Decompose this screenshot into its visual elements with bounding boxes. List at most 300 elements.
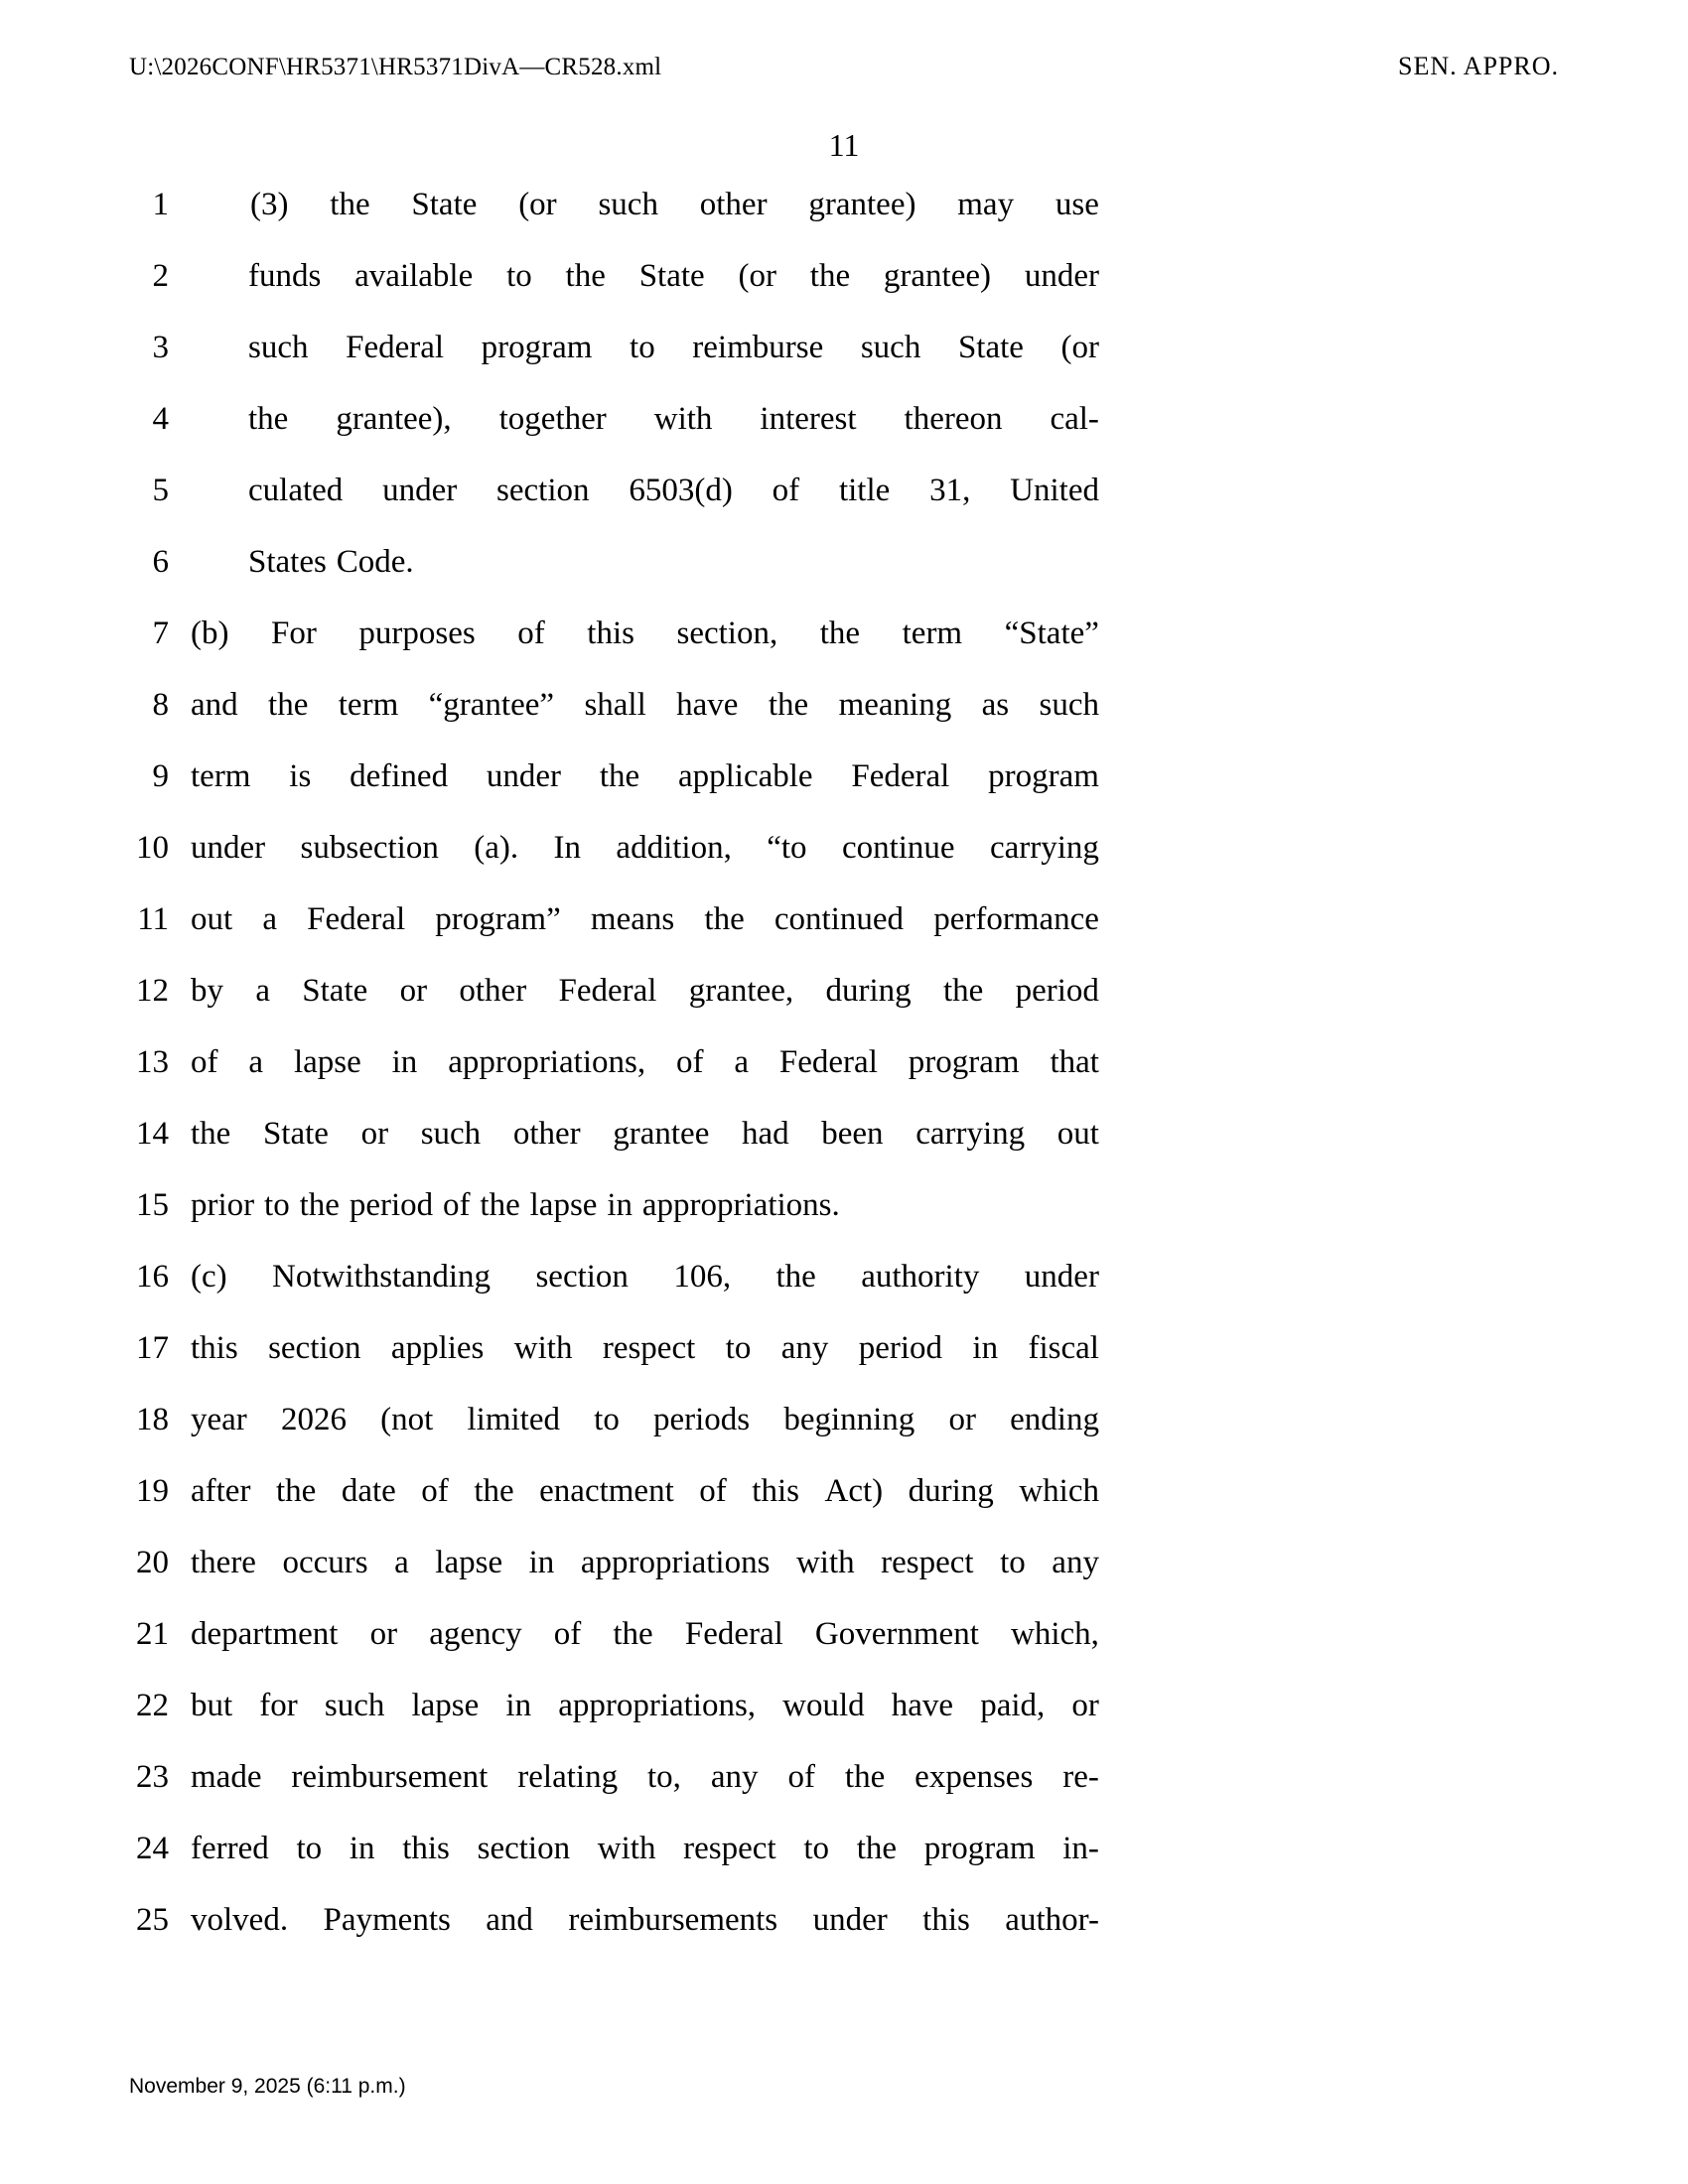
word: program: [908, 1044, 1020, 1080]
line-words: [191, 1902, 1099, 1939]
word: in: [528, 1545, 555, 1580]
line-number: 22: [136, 1688, 169, 1723]
line-number: 18: [136, 1402, 169, 1437]
word: Federal: [307, 901, 406, 937]
word: of: [699, 1473, 727, 1509]
word: cal-: [1050, 401, 1099, 437]
word: applies: [390, 1330, 485, 1366]
word: a: [734, 1044, 750, 1080]
word: together: [498, 401, 607, 437]
word: paid,: [980, 1688, 1046, 1723]
text-line: [129, 830, 1559, 901]
word: and: [486, 1902, 533, 1938]
word: the: [844, 1759, 886, 1795]
word: State: [638, 258, 705, 294]
word: to: [506, 258, 532, 294]
line-number: 20: [136, 1545, 169, 1580]
line-number: 2: [152, 258, 169, 294]
line-content: [191, 687, 1559, 731]
text-line: [129, 973, 1559, 1044]
word: appropriations.: [641, 1187, 840, 1223]
line-content: [191, 830, 1559, 874]
word: continue: [841, 830, 955, 866]
word: carrying: [989, 830, 1099, 866]
line-content: [191, 1402, 1559, 1445]
word: expenses: [914, 1759, 1034, 1795]
line-words: [191, 687, 1099, 724]
word: of: [517, 615, 545, 651]
word: program”: [435, 901, 561, 937]
word: period: [1015, 973, 1099, 1009]
line-words: [191, 758, 1099, 795]
word: any: [1052, 1545, 1099, 1580]
word: a: [255, 973, 270, 1009]
word: to: [725, 1330, 752, 1366]
word: reimburse: [692, 330, 824, 365]
word: States: [248, 544, 327, 580]
header-agency-stamp: SEN. APPRO.: [1398, 52, 1559, 80]
word: prior: [191, 1187, 255, 1223]
line-number: 7: [152, 615, 169, 651]
word: author-: [1005, 1902, 1099, 1938]
text-line: [129, 1116, 1559, 1187]
word: other: [459, 973, 527, 1009]
word: other: [512, 1116, 581, 1152]
word: under: [1024, 1259, 1099, 1295]
word: during: [908, 1473, 994, 1509]
word: after: [191, 1473, 251, 1509]
word: (or: [518, 187, 557, 222]
word: meaning: [838, 687, 952, 723]
word: to: [296, 1831, 323, 1866]
word: re-: [1062, 1759, 1099, 1795]
word: “State”: [1004, 615, 1099, 651]
word: such: [860, 330, 921, 365]
line-words: [191, 1831, 1099, 1867]
word: made: [191, 1759, 262, 1795]
line-number: 25: [136, 1902, 169, 1938]
word: of: [553, 1616, 582, 1652]
word: (a).: [474, 830, 519, 866]
text-line: [129, 1759, 1559, 1831]
word: may: [957, 187, 1015, 222]
line-content: [191, 973, 1559, 1017]
word: relating: [517, 1759, 619, 1795]
word: any: [710, 1759, 759, 1795]
word: Federal: [778, 1044, 878, 1080]
text-line: [129, 1545, 1559, 1616]
text-line: [129, 1473, 1559, 1545]
word: period: [858, 1330, 943, 1366]
line-number: 23: [136, 1759, 169, 1795]
line-words: [191, 973, 1099, 1010]
word: interest: [760, 401, 857, 437]
word: continued: [774, 901, 905, 937]
word: reimbursement: [291, 1759, 489, 1795]
word: 2026: [280, 1402, 347, 1437]
word: which: [1019, 1473, 1099, 1509]
word: Notwithstanding: [272, 1259, 492, 1295]
word: in: [607, 1187, 633, 1223]
word: period: [349, 1187, 434, 1223]
word: as: [981, 687, 1010, 723]
line-content: [191, 1616, 1559, 1660]
word: with: [513, 1330, 573, 1366]
word: lapse: [411, 1688, 480, 1723]
word: is: [289, 758, 312, 794]
word: or: [360, 1116, 389, 1152]
line-words: [248, 544, 1099, 581]
word: a: [394, 1545, 409, 1580]
word: State: [957, 330, 1024, 365]
line-content: [191, 1545, 1559, 1588]
word: program: [923, 1831, 1036, 1866]
line-words: [191, 1402, 1099, 1438]
text-line: [129, 1187, 1559, 1259]
word: Federal: [851, 758, 950, 794]
word: a: [262, 901, 277, 937]
word: term: [902, 615, 963, 651]
word: ferred: [191, 1831, 269, 1866]
word: in-: [1062, 1831, 1099, 1866]
text-line: [129, 401, 1559, 473]
word: Code.: [336, 544, 414, 580]
word: the: [942, 973, 984, 1009]
word: Federal: [346, 330, 445, 365]
word: lapse: [293, 1044, 361, 1080]
word: or: [399, 973, 428, 1009]
word: use: [1055, 187, 1099, 222]
word: periods: [653, 1402, 751, 1437]
line-content: [191, 401, 1559, 445]
word: United: [1010, 473, 1099, 508]
word: thereon: [904, 401, 1003, 437]
word: defined: [350, 758, 449, 794]
word: of: [191, 1044, 218, 1080]
line-number: 17: [136, 1330, 169, 1366]
word: under: [812, 1902, 888, 1938]
word: under: [486, 758, 562, 794]
word: grantee): [808, 187, 916, 222]
line-words: [248, 258, 1099, 295]
word: or: [948, 1402, 976, 1437]
word: have: [676, 687, 739, 723]
word: this: [922, 1902, 970, 1938]
line-number: 9: [152, 758, 169, 794]
word: year: [191, 1402, 247, 1437]
line-words: [191, 1330, 1099, 1367]
word: section: [496, 473, 590, 508]
line-content: [191, 1187, 1559, 1231]
word: there: [191, 1545, 256, 1580]
word: lapse: [435, 1545, 503, 1580]
word: date: [341, 1473, 396, 1509]
line-number: 10: [136, 830, 169, 866]
word: grantee),: [336, 401, 452, 437]
word: such: [420, 1116, 482, 1152]
line-words: [191, 1688, 1099, 1724]
line-words: [191, 1545, 1099, 1581]
word: of: [787, 1759, 815, 1795]
word: “grantee”: [428, 687, 555, 723]
line-words: [248, 330, 1099, 366]
numbered-text-body: [129, 187, 1559, 1974]
word: In: [553, 830, 582, 866]
word: been: [821, 1116, 884, 1152]
text-line: [129, 1402, 1559, 1473]
word: with: [795, 1545, 855, 1580]
word: in: [505, 1688, 532, 1723]
word: For: [271, 615, 317, 651]
line-content: [191, 1831, 1559, 1874]
word: any: [780, 1330, 829, 1366]
word: under: [1024, 258, 1099, 294]
line-content: [191, 1473, 1559, 1517]
word: section: [268, 1330, 361, 1366]
word: (or: [738, 258, 776, 294]
line-words: [248, 473, 1099, 509]
word: 6503(d): [629, 473, 733, 508]
line-content: [191, 1116, 1559, 1160]
line-number: 13: [136, 1044, 169, 1080]
word: of: [443, 1187, 471, 1223]
word: grantee): [883, 258, 992, 294]
word: (b): [191, 615, 229, 651]
page-number: 11: [828, 127, 860, 163]
word: under: [191, 830, 266, 866]
word: section,: [676, 615, 778, 651]
line-number: 12: [136, 973, 169, 1009]
word: the: [599, 758, 640, 794]
running-header: [129, 52, 1559, 81]
word: means: [590, 901, 675, 937]
word: Government: [814, 1616, 979, 1652]
line-words: [248, 401, 1099, 438]
line-number: 4: [152, 401, 169, 437]
word: grantee: [613, 1116, 710, 1152]
word: such: [598, 187, 658, 222]
text-line: [129, 330, 1559, 401]
word: occurs: [282, 1545, 368, 1580]
line-content: [191, 1688, 1559, 1731]
word: or: [369, 1616, 398, 1652]
line-number: 5: [152, 473, 169, 508]
word: by: [191, 973, 223, 1009]
word: State: [302, 973, 368, 1009]
word: such: [248, 330, 309, 365]
line-number: 8: [152, 687, 169, 723]
word: Act): [824, 1473, 884, 1509]
footer-timestamp: November 9, 2025 (6:11 p.m.): [129, 2075, 406, 2098]
word: of: [772, 473, 800, 508]
word: a: [248, 1044, 264, 1080]
word: Federal: [684, 1616, 783, 1652]
word: “to: [767, 830, 807, 866]
line-number: 14: [136, 1116, 169, 1152]
word: the: [474, 1473, 514, 1509]
text-line: [129, 1831, 1559, 1902]
word: to: [630, 330, 655, 365]
line-words: [250, 187, 1099, 223]
word: the: [856, 1831, 898, 1866]
word: in: [349, 1831, 375, 1866]
word: volved.: [191, 1902, 289, 1938]
word: the: [275, 1473, 317, 1509]
word: of: [675, 1044, 704, 1080]
word: addition,: [616, 830, 732, 866]
word: which,: [1011, 1616, 1099, 1652]
text-line: [129, 1044, 1559, 1116]
line-content: [191, 758, 1559, 802]
line-content: [191, 1330, 1559, 1374]
word: 106,: [673, 1259, 732, 1295]
word: in: [972, 1330, 999, 1366]
word: agency: [429, 1616, 522, 1652]
word: under: [382, 473, 458, 508]
word: enactment: [539, 1473, 674, 1509]
word: grantee,: [688, 973, 794, 1009]
word: subsection: [300, 830, 439, 866]
word: lapse: [529, 1187, 598, 1223]
word: available: [354, 258, 474, 294]
word: but: [191, 1688, 233, 1723]
word: the: [768, 687, 809, 723]
word: appropriations,: [558, 1688, 757, 1723]
word: the: [480, 1187, 520, 1223]
word: with: [597, 1831, 656, 1866]
word: the: [565, 258, 606, 294]
word: State: [262, 1116, 329, 1152]
word: reimbursements: [568, 1902, 778, 1938]
word: term: [191, 758, 251, 794]
word: the: [191, 1116, 231, 1152]
line-words: [191, 1759, 1099, 1796]
word: to,: [647, 1759, 681, 1795]
text-line: [129, 901, 1559, 973]
line-number: 6: [152, 544, 169, 580]
word: had: [741, 1116, 789, 1152]
text-line: [129, 187, 1559, 258]
word: State: [411, 187, 478, 222]
word: the: [299, 1187, 340, 1223]
word: applicable: [677, 758, 813, 794]
text-line: [129, 1259, 1559, 1330]
line-number: 3: [152, 330, 169, 365]
word: carrying: [915, 1116, 1026, 1152]
word: term: [338, 687, 399, 723]
word: in: [391, 1044, 418, 1080]
word: purposes: [358, 615, 476, 651]
line-number: 11: [137, 901, 169, 937]
line-number: 1: [152, 187, 169, 222]
word: the: [268, 687, 309, 723]
line-content: [191, 615, 1559, 659]
line-number: 24: [136, 1831, 169, 1866]
word: this: [191, 1330, 238, 1366]
text-line: [129, 1330, 1559, 1402]
word: Federal: [558, 973, 657, 1009]
line-content: [191, 258, 1559, 302]
word: section: [477, 1831, 571, 1866]
line-words: [191, 1044, 1099, 1081]
word: program: [988, 758, 1099, 794]
text-line: [129, 544, 1559, 615]
word: section: [535, 1259, 629, 1295]
word: this: [587, 615, 634, 651]
word: title: [838, 473, 891, 508]
word: program: [481, 330, 593, 365]
line-content: [191, 901, 1559, 945]
word: the: [613, 1616, 653, 1652]
word: would: [782, 1688, 865, 1723]
word: appropriations: [580, 1545, 771, 1580]
word: with: [653, 401, 713, 437]
word: respect: [683, 1831, 776, 1866]
line-number: 15: [136, 1187, 169, 1223]
line-content: [191, 1259, 1559, 1302]
line-content: [191, 473, 1559, 516]
word: the: [775, 1259, 816, 1295]
text-line: [129, 258, 1559, 330]
text-line: [129, 1902, 1559, 1974]
line-words: [191, 830, 1099, 867]
text-line: [129, 615, 1559, 687]
word: shall: [584, 687, 646, 723]
line-words: [191, 615, 1099, 652]
word: respect: [602, 1330, 696, 1366]
line-number: 16: [136, 1259, 169, 1295]
word: for: [259, 1688, 298, 1723]
word: Payments: [323, 1902, 451, 1938]
word: department: [191, 1616, 339, 1652]
word: to: [1000, 1545, 1026, 1580]
word: or: [1071, 1688, 1099, 1723]
word: out: [191, 901, 233, 937]
word: limited: [467, 1402, 560, 1437]
text-line: [129, 1616, 1559, 1688]
word: appropriations,: [448, 1044, 646, 1080]
text-line: [129, 1688, 1559, 1759]
word: (or: [1060, 330, 1099, 365]
line-content: [191, 187, 1559, 230]
line-words: [191, 901, 1099, 938]
line-number: 21: [136, 1616, 169, 1652]
word: this: [752, 1473, 799, 1509]
line-words: [191, 1473, 1099, 1510]
word: such: [324, 1688, 385, 1723]
word: the: [704, 901, 745, 937]
line-words: [191, 1259, 1099, 1296]
line-content: [191, 544, 1559, 588]
word: during: [825, 973, 912, 1009]
word: fiscal: [1028, 1330, 1099, 1366]
word: to: [594, 1402, 620, 1437]
header-file-path: U:\2026CONF\HR5371\HR5371DivA—CR528.xml: [129, 54, 662, 80]
word: that: [1050, 1044, 1099, 1080]
word: ending: [1010, 1402, 1099, 1437]
line-words: [191, 1616, 1099, 1653]
word: out: [1056, 1116, 1099, 1152]
word: the: [819, 615, 861, 651]
word: (3): [250, 187, 289, 222]
line-number: 19: [136, 1473, 169, 1509]
word: authority: [861, 1259, 980, 1295]
word: other: [699, 187, 768, 222]
text-line: [129, 687, 1559, 758]
word: the: [809, 258, 851, 294]
line-words: [191, 1187, 1099, 1224]
word: to: [803, 1831, 829, 1866]
